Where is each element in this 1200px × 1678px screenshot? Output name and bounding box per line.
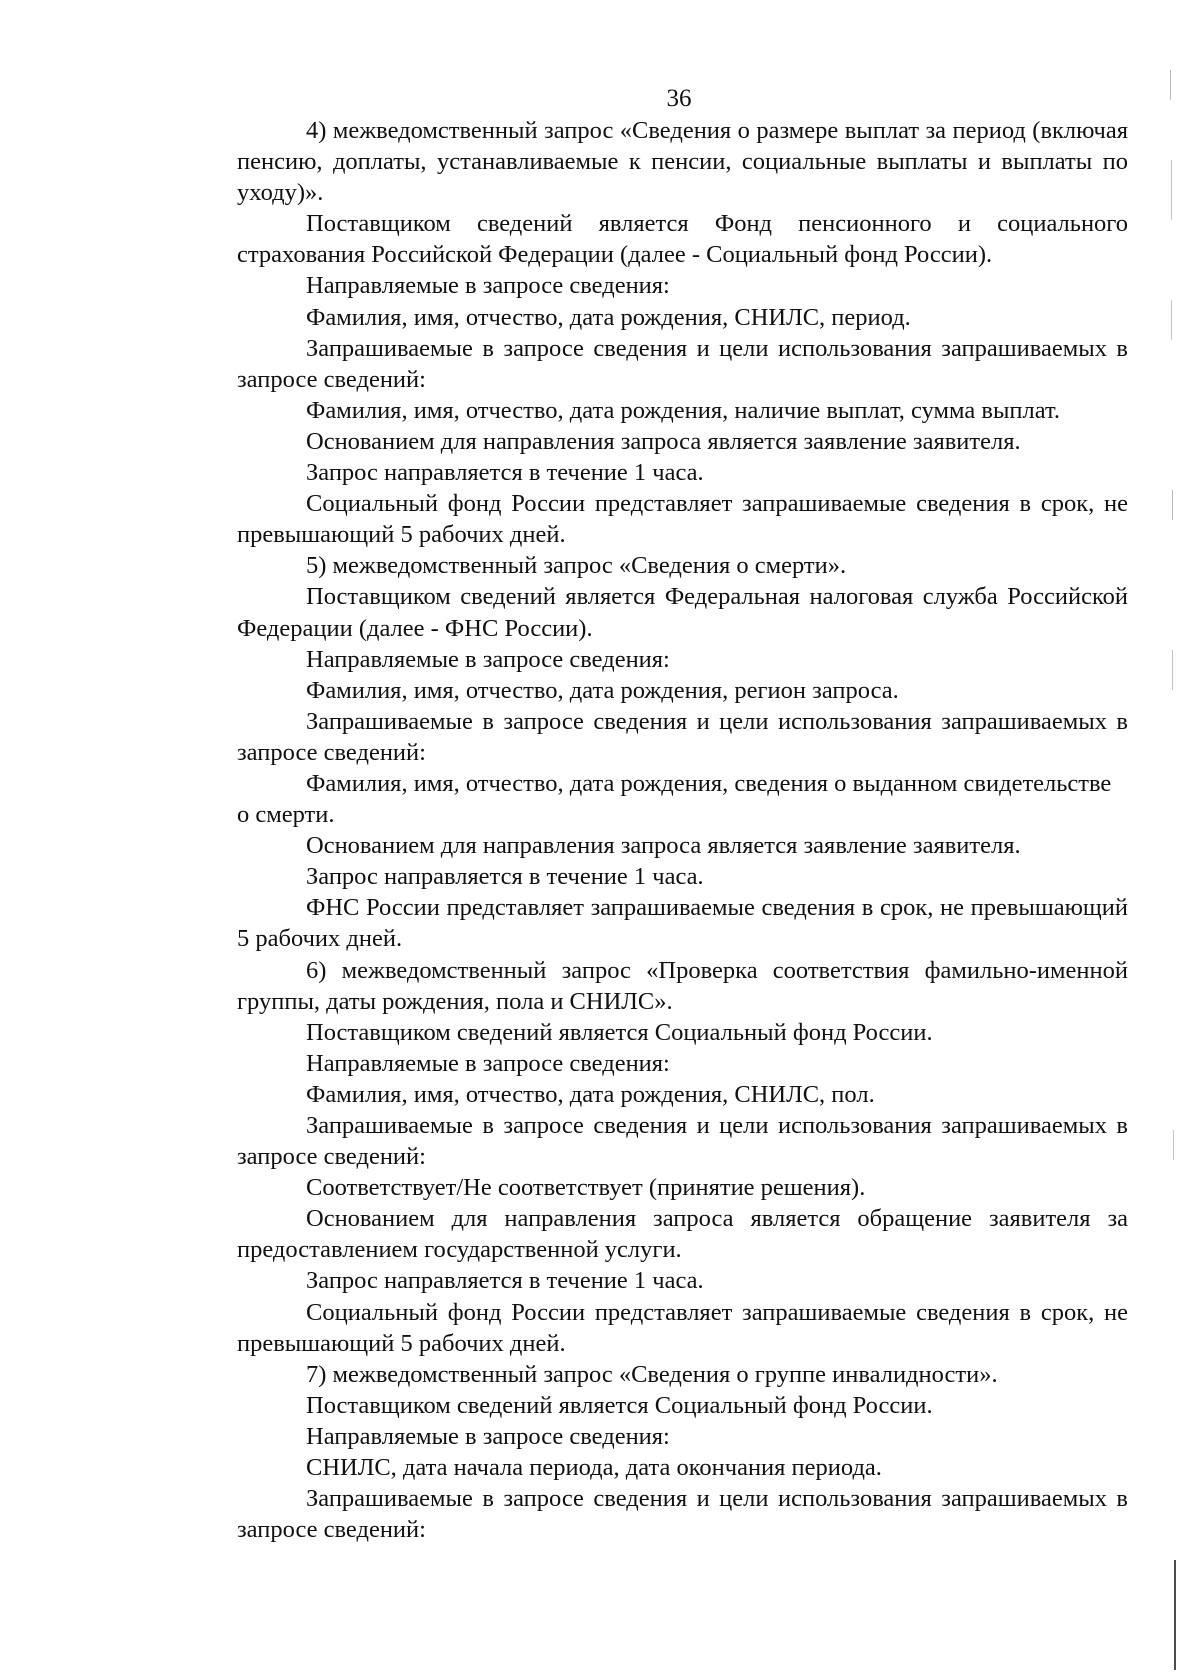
paragraph: Поставщиком сведений является Федеральная налоговая служба Российской Федерации (далее - ФНС России).: [237, 583, 1128, 642]
paragraph: Социальный фонд России представляет запрашиваемые сведения в срок, не превышающий 5 рабочих дней.: [237, 490, 1128, 549]
scan-edge-mark: [1173, 1130, 1174, 1160]
scan-edge-mark: [1174, 1560, 1176, 1670]
paragraph: Основанием для направления запроса является обращение заявителя за предоставлением государственной услуги.: [237, 1205, 1128, 1264]
paragraph: СНИЛС, дата начала периода, дата окончания периода.: [306, 1454, 882, 1482]
scan-edge-mark: [1172, 490, 1173, 520]
page-number: 36: [666, 85, 692, 112]
paragraph: Запрашиваемые в запросе сведения и цели использования запрашиваемых в запросе сведений:: [237, 334, 1128, 393]
scan-edge-mark: [1171, 300, 1172, 340]
paragraph: Поставщиком сведений является Социальный фонд России.: [306, 1018, 933, 1046]
paragraph: Запрашиваемые в запросе сведения и цели использования запрашиваемых в запросе сведений:: [237, 1112, 1128, 1171]
paragraph: Запрос направляется в течение 1 часа.: [306, 459, 704, 487]
paragraph: Поставщиком сведений является Социальный фонд России.: [306, 1391, 933, 1419]
paragraph: Запрашиваемые в запросе сведения и цели использования запрашиваемых в запросе сведений:: [237, 707, 1128, 766]
paragraph: Фамилия, имя, отчество, дата рождения, СНИЛС, пол.: [306, 1080, 875, 1108]
paragraph: Направляемые в запросе сведения:: [306, 272, 670, 300]
paragraph: Направляемые в запросе сведения:: [306, 1049, 670, 1077]
paragraph: Основанием для направления запроса является заявление заявителя.: [306, 832, 1021, 860]
scan-edge-mark: [1171, 160, 1172, 220]
scan-edge-mark: [1170, 70, 1171, 100]
paragraph: 7) межведомственный запрос «Сведения о группе инвалидности».: [306, 1360, 998, 1388]
paragraph: Социальный фонд России представляет запрашиваемые сведения в срок, не превышающий 5 рабочих дней.: [237, 1298, 1128, 1357]
paragraph: 4) межведомственный запрос «Сведения о размере выплат за период (включая пенсию, доплаты, устанавливаемые к пенсии, социальные выплаты и выплаты по уходу)».: [237, 117, 1128, 207]
paragraph: Фамилия, имя, отчество, дата рождения, регион запроса.: [306, 676, 899, 704]
paragraph: Поставщиком сведений является Фонд пенсионного и социального страхования Российской Федерации (далее - Социальный фонд России).: [237, 210, 1128, 269]
paragraph: ФНС России представляет запрашиваемые сведения в срок, не превышающий 5 рабочих дней.: [237, 894, 1128, 953]
document-body: [237, 115, 1128, 1545]
paragraph: Запрос направляется в течение 1 часа.: [306, 1267, 704, 1295]
scan-edge-mark: [1172, 650, 1173, 690]
paragraph: Направляемые в запросе сведения:: [306, 645, 670, 673]
paragraph: Соответствует/Не соответствует (принятие решения).: [306, 1174, 866, 1202]
paragraph: Фамилия, имя, отчество, дата рождения, наличие выплат, сумма выплат.: [306, 396, 1060, 424]
paragraph: Запрос направляется в течение 1 часа.: [306, 863, 704, 891]
paragraph: Запрашиваемые в запросе сведения и цели использования запрашиваемых в запросе сведений:: [237, 1485, 1128, 1544]
paragraph: Направляемые в запросе сведения:: [306, 1422, 670, 1450]
paragraph: Фамилия, имя, отчество, дата рождения, сведения о выданном свидетельстве о смерти.: [237, 769, 1112, 829]
paragraph: 6) межведомственный запрос «Проверка соответствия фамильно-именной группы, даты рождения, пола и СНИЛС».: [237, 956, 1128, 1015]
paragraph: Фамилия, имя, отчество, дата рождения, СНИЛС, период.: [306, 303, 911, 331]
paragraph: 5) межведомственный запрос «Сведения о смерти».: [306, 552, 847, 580]
paragraph: Основанием для направления запроса является заявление заявителя.: [306, 427, 1021, 455]
